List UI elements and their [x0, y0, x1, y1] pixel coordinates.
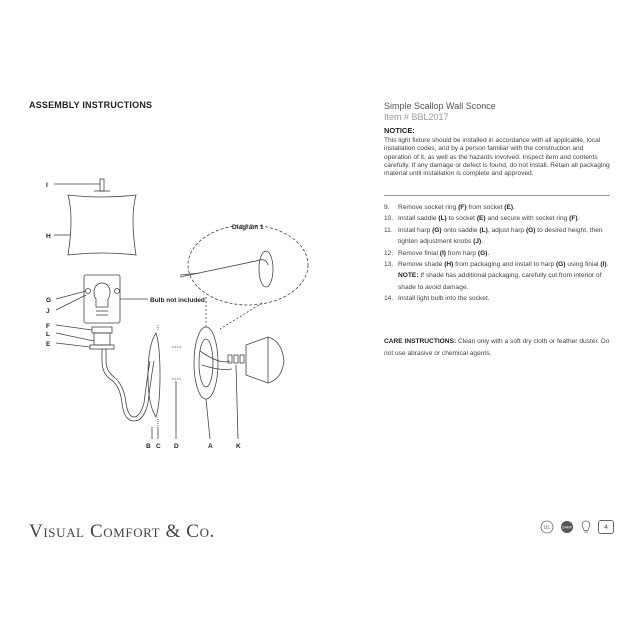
- step-text: onto saddle: [441, 226, 480, 234]
- junction-box-part: [246, 337, 284, 383]
- part-reference: (F): [569, 215, 578, 223]
- diagram1-title: Diagram 1: [232, 224, 264, 231]
- assembly-instructions-heading: ASSEMBLY INSTRUCTIONS: [29, 100, 153, 110]
- diagram1-detail-circle: [188, 225, 308, 305]
- mounting-plate-part: [194, 327, 218, 399]
- part-reference: (L): [438, 215, 447, 223]
- label-H: H: [46, 233, 51, 240]
- part-reference: (E): [476, 215, 486, 223]
- step-text: and secure with socket ring: [485, 215, 570, 223]
- shade-part: [68, 195, 136, 255]
- step-text: .: [606, 261, 609, 269]
- part-reference: (G): [477, 249, 488, 257]
- note-label: NOTE:: [398, 272, 419, 280]
- step-number: 12.: [384, 249, 394, 257]
- step-text: using finial: [565, 261, 601, 269]
- step-text: Install light bulb into the socket.: [398, 295, 490, 303]
- assembly-steps: [384, 202, 612, 305]
- ul-listed-icon: [540, 520, 554, 534]
- part-reference: (L): [479, 226, 488, 234]
- part-reference: (E): [504, 204, 514, 211]
- part-reference: (I): [600, 261, 607, 269]
- part-reference: (J): [473, 238, 482, 246]
- step-text: Install harp: [398, 226, 433, 234]
- step-number: 9.: [384, 204, 390, 211]
- label-J: J: [46, 308, 50, 315]
- svg-text:UL: UL: [543, 525, 551, 531]
- label-F: F: [46, 323, 50, 330]
- step-text: to socket: [446, 215, 477, 223]
- part-reference: (I): [439, 249, 447, 257]
- page-badge-icon: [598, 520, 614, 534]
- bulb-not-included-note: Bulb not included: [150, 297, 205, 304]
- item-number: Item # BBL2017: [384, 112, 449, 122]
- svg-text:DAMP: DAMP: [561, 525, 573, 530]
- divider: [384, 195, 610, 196]
- step-text: Remove finial: [398, 249, 440, 257]
- step-text: Remove shade: [398, 261, 445, 269]
- step-text: Install saddle: [398, 215, 439, 223]
- step-number: 10.: [384, 215, 394, 223]
- page-number: 4: [604, 523, 608, 531]
- step-text: Remove socket ring: [398, 204, 459, 211]
- notice-heading: NOTICE:: [384, 126, 415, 135]
- care-text: Clean only with a soft dry cloth or feather duster. Do not use abrasive or chemical agents.: [384, 338, 610, 357]
- step-text: , adjust harp: [487, 226, 526, 234]
- certification-icons: [540, 520, 614, 534]
- finial-part: [94, 179, 110, 191]
- label-I: I: [46, 182, 48, 189]
- assembly-diagram: [30, 165, 370, 465]
- step-item: [384, 213, 612, 224]
- care-label: CARE INSTRUCTIONS:: [384, 338, 457, 345]
- part-reference: (F): [458, 204, 467, 211]
- step-text: from harp: [446, 249, 478, 257]
- step-number: 11.: [384, 226, 393, 234]
- part-labels-left: [46, 182, 51, 348]
- label-E: E: [46, 341, 51, 348]
- note-text: If shade has additional packaging, carefully cut from interior of shade to avoid damage.: [398, 272, 602, 291]
- part-labels-bottom: [146, 443, 241, 450]
- step-item: [384, 225, 612, 248]
- socket-box-part: [84, 275, 120, 323]
- part-reference: (G): [555, 261, 566, 269]
- product-title: Simple Scallop Wall Sconce: [384, 101, 496, 111]
- step-item: [384, 248, 612, 259]
- step-item: [384, 259, 612, 293]
- step-text: .: [481, 238, 484, 246]
- backplate-part: [148, 333, 160, 417]
- notice-text: This light fixture should be installed in accordance with all applicable, local installation codes, and by a person familiar with the construction and operation of it, as well as the hazards involved. Inspect item and contents carefully. If any damage or defect is found, do not install. Retain all packaging material until installation is complete and approved.: [384, 137, 610, 178]
- label-B: B: [146, 443, 151, 450]
- step-text: .: [487, 249, 490, 257]
- step-item: [384, 293, 612, 304]
- label-G: G: [46, 297, 52, 304]
- step-note: [398, 270, 612, 293]
- step-number: 14.: [384, 295, 394, 303]
- step-text: from socket: [466, 204, 505, 211]
- step-text: .: [577, 215, 580, 223]
- step-text: from packaging and install to harp: [453, 261, 556, 269]
- label-A: A: [208, 443, 213, 450]
- step-text: to desired height, then tighten adjustment knobs: [398, 226, 603, 246]
- label-C: C: [156, 443, 161, 450]
- part-reference: (G): [525, 226, 536, 234]
- step-text: .: [513, 204, 515, 211]
- care-instructions: [384, 336, 610, 360]
- bulb-part: [94, 283, 110, 307]
- step-item: [384, 202, 612, 213]
- step-number: 13.: [384, 261, 394, 269]
- bulb-icon: [580, 520, 592, 534]
- label-D: D: [174, 443, 179, 450]
- part-reference: (H): [444, 261, 454, 269]
- part-reference: (G): [432, 226, 442, 234]
- label-L: L: [46, 331, 50, 338]
- brand-logo: Visual Comfort & Co.: [29, 521, 215, 542]
- damp-rated-icon: [560, 520, 574, 534]
- label-K: K: [236, 443, 241, 450]
